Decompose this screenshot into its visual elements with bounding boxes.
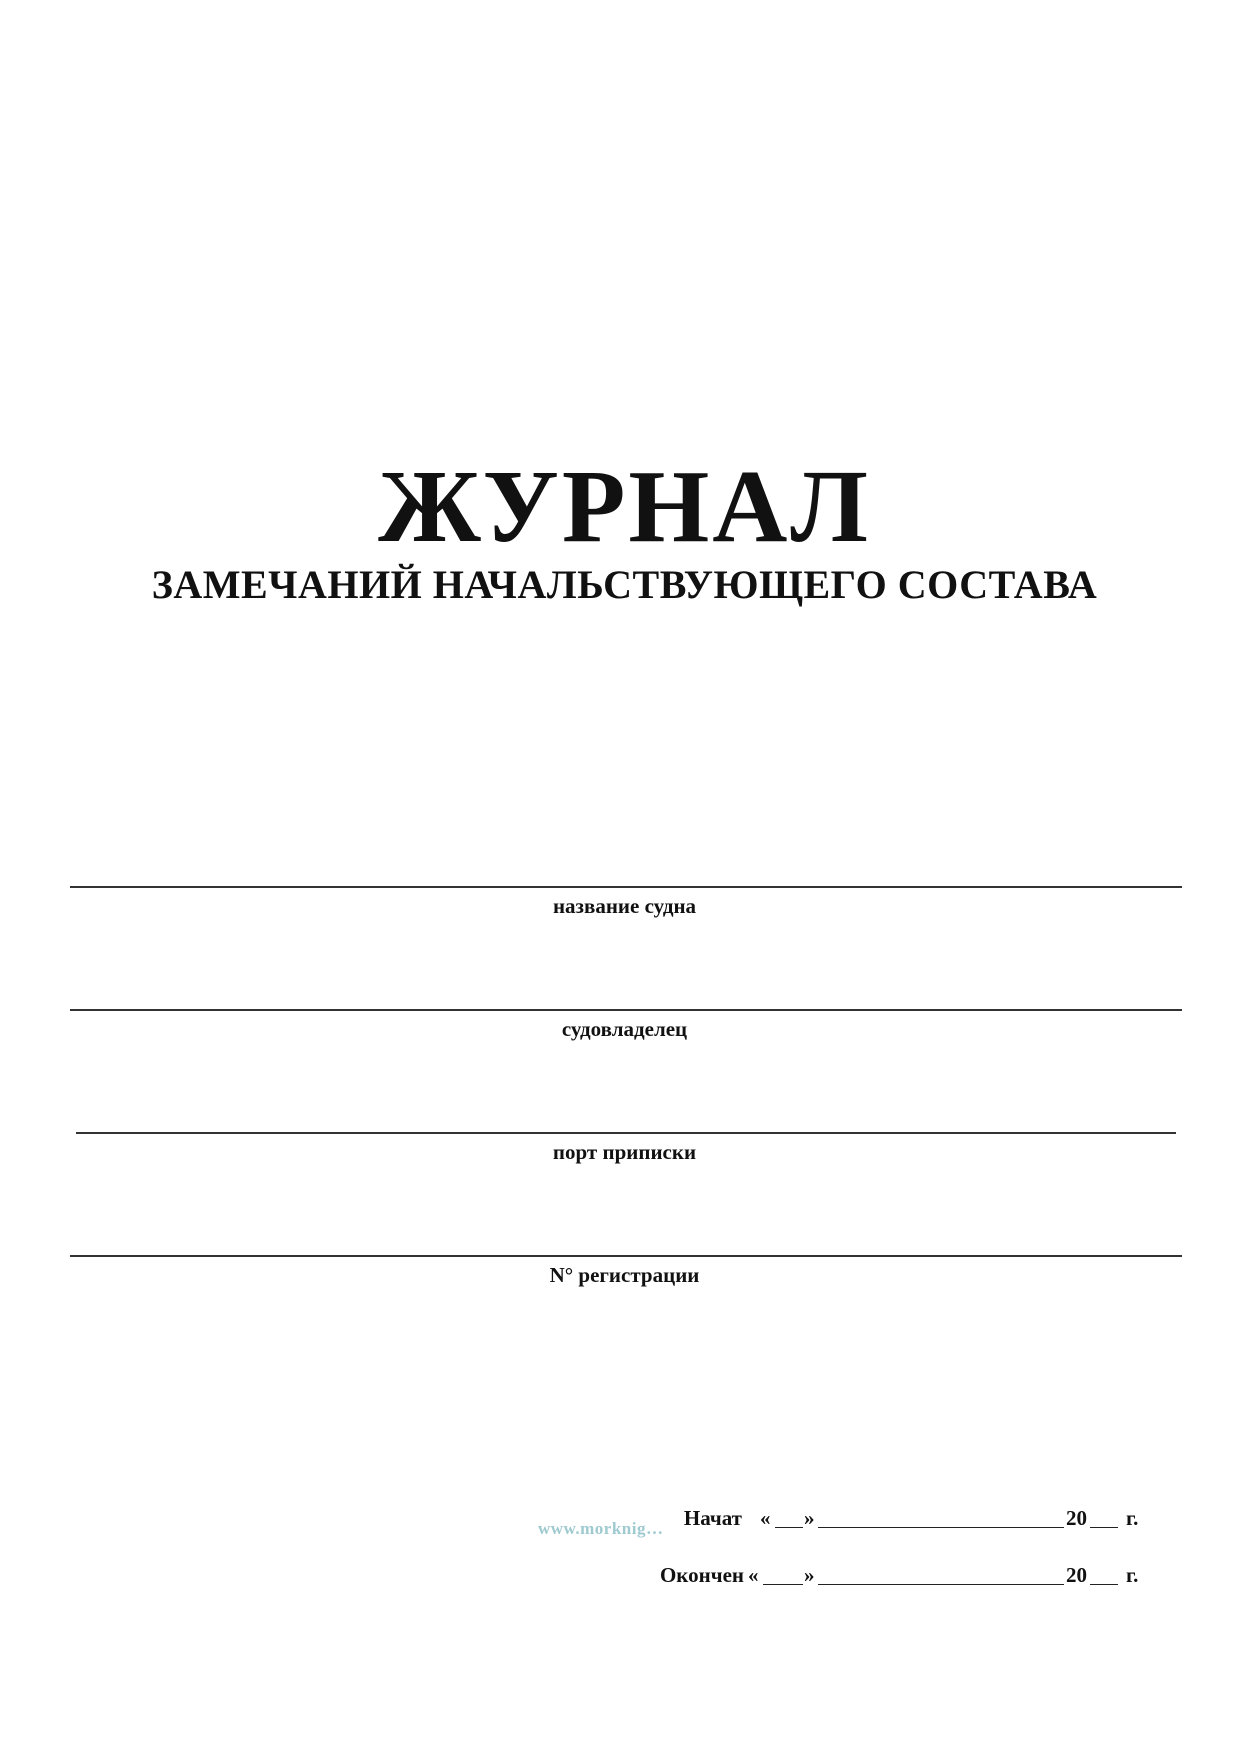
site-watermark: www.morknig… <box>538 1519 664 1538</box>
port-of-registry-line[interactable] <box>76 1132 1176 1134</box>
journal-subtitle: ЗАМЕЧАНИЙ НАЧАЛЬСТВУЮЩЕГО СОСТАВА <box>151 562 1098 607</box>
date-started-quote-open: « <box>760 1506 771 1530</box>
registration-number-caption: N° регистрации <box>549 1263 700 1287</box>
date-finished-year-unit: г. <box>1126 1563 1139 1587</box>
date-finished-month-blank[interactable] <box>818 1584 1064 1585</box>
shipowner-caption: судовладелец <box>561 1017 688 1041</box>
date-finished-year-blank[interactable] <box>1090 1584 1118 1585</box>
registration-number-line[interactable] <box>70 1255 1182 1257</box>
date-started-quote-close: » <box>804 1506 815 1530</box>
date-finished-label: Окончен <box>659 1563 744 1587</box>
shipowner-line[interactable] <box>70 1009 1182 1011</box>
vessel-name-caption: название судна <box>552 894 697 918</box>
date-started-year-prefix: 20 <box>1066 1506 1087 1530</box>
date-finished-year-prefix: 20 <box>1066 1563 1087 1587</box>
date-started-label: Начат <box>683 1506 742 1530</box>
date-started-day-blank[interactable] <box>775 1527 803 1528</box>
vessel-name-line[interactable] <box>70 886 1182 888</box>
date-finished-day-blank[interactable] <box>763 1584 803 1585</box>
journal-title: ЖУРНАЛ <box>378 449 871 564</box>
date-started-month-blank[interactable] <box>818 1527 1064 1528</box>
port-of-registry-caption: порт приписки <box>552 1140 697 1164</box>
date-started-year-blank[interactable] <box>1090 1527 1118 1528</box>
date-finished-quote-close: » <box>804 1563 815 1587</box>
date-finished-quote-open: « <box>748 1563 759 1587</box>
date-started-year-unit: г. <box>1126 1506 1139 1530</box>
